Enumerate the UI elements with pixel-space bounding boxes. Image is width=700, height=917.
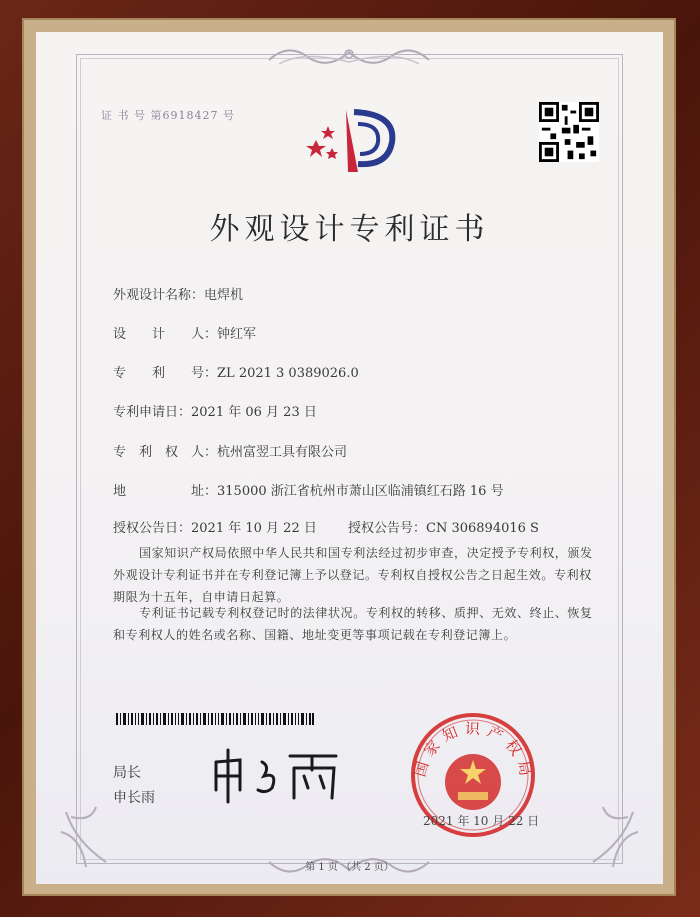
field-value: 钟红军 [217, 327, 257, 342]
field-patent-number [113, 362, 359, 381]
field-label: 专 利 号： [113, 366, 218, 381]
qr-code-icon [539, 102, 599, 162]
page-number: 第 1 页 （共 2 页） [305, 862, 394, 873]
barcode-icon [116, 713, 314, 725]
certificate-number: 证 书 号 第6918427 号 [101, 109, 235, 122]
cnipa-logo-icon [306, 102, 406, 182]
field-application-date [113, 401, 317, 420]
field-address [113, 480, 504, 499]
field-label: 专 利 权 人： [113, 445, 218, 460]
field-value: CN 306894016 S [426, 521, 539, 536]
paragraph-legal-status: 专利证书记载专利权登记时的法律状况。专利权的转移、质押、无效、终止、恢复和专利权人的姓名或名称、国籍、地址变更等事项记载在专利登记簿上。 [113, 606, 593, 642]
field-designer [113, 323, 256, 342]
field-label: 专利申请日： [113, 405, 192, 420]
field-design-name [113, 284, 243, 303]
certificate-paper [36, 32, 663, 884]
top-ornament [259, 40, 439, 72]
seal-date: 2021 年 10 月 22 日 [423, 814, 540, 828]
field-label: 地 址： [113, 484, 218, 499]
field-label: 授权公告日： [113, 521, 192, 536]
field-label: 设 计 人： [113, 327, 218, 342]
official-title: 局长 [113, 765, 141, 781]
field-value: 电焊机 [204, 288, 244, 303]
certificate-title: 外观设计专利证书 [209, 212, 490, 247]
field-patentee [113, 441, 347, 460]
paragraph-grant-statement: 国家知识产权局依照中华人民共和国专利法经过初步审查，决定授予专利权，颁发外观设计专利证书并在专利登记簿上予以登记。专利权自授权公告之日起生效。专利权期限为十五年，自申请日起算。 [113, 546, 593, 604]
field-value: 315000 浙江省杭州市萧山区临浦镇红石路 16 号 [217, 484, 504, 499]
field-value: ZL 2021 3 0389026.0 [217, 366, 359, 381]
field-grant-date [113, 517, 317, 536]
field-grant-number [348, 517, 539, 536]
field-label: 授权公告号： [348, 521, 427, 536]
field-value: 2021 年 10 月 22 日 [191, 521, 317, 536]
official-name: 申长雨 [113, 790, 155, 806]
field-value: 杭州富翌工具有限公司 [217, 445, 348, 460]
handwritten-signature [206, 746, 356, 806]
seal-text: 国家知识产权局 [410, 719, 536, 784]
field-label: 外观设计名称： [113, 288, 205, 303]
field-value: 2021 年 06 月 23 日 [191, 405, 317, 420]
